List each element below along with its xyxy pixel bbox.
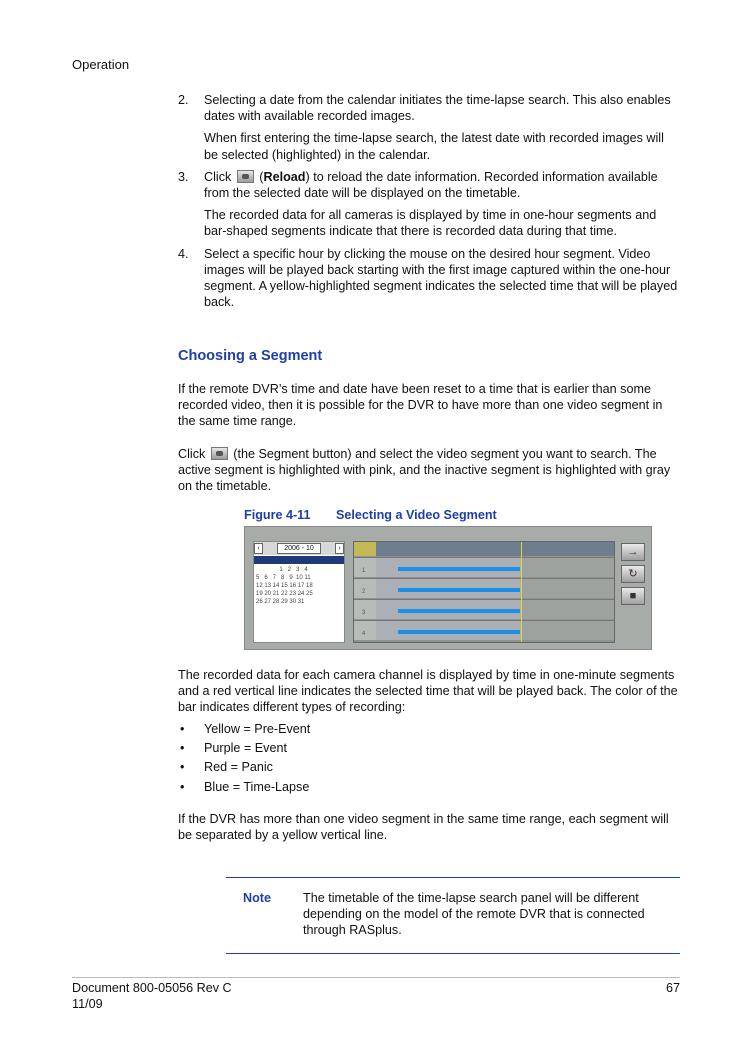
figure-caption xyxy=(244,507,497,523)
timetable xyxy=(353,541,615,643)
timetable-row xyxy=(354,599,614,619)
step-number: 4. xyxy=(178,246,189,261)
timetable-row xyxy=(354,620,614,640)
calendar-week: 1 2 3 4 xyxy=(256,567,308,573)
calendar xyxy=(253,541,345,643)
step-4 xyxy=(178,246,680,311)
after-figure-paragraph: The recorded data for each camera channel is displayed by time in one-minute segments and a red vertical line indicates the selected time that will be played back. The color of the bar indicates different types of recording: xyxy=(178,668,678,715)
document-date: 11/09 xyxy=(72,997,103,1012)
step-text-pre: Click xyxy=(204,169,232,184)
segment-icon: ■ xyxy=(621,587,645,605)
chevron-left-icon: ‹ xyxy=(254,543,263,554)
recording-bar xyxy=(398,588,520,592)
document-number: Document 800-05056 Rev C xyxy=(72,981,232,995)
note-label: Note xyxy=(243,891,271,905)
segments-paragraph: If the DVR has more than one video segment in the same time range, each segment will be separated by a yellow vertical line. xyxy=(178,812,669,843)
para-pre: Click xyxy=(178,447,206,461)
step-text-post: ) to reload the date information. Recorded information available from the selected date will be displayed on the timetable. xyxy=(204,169,658,201)
step-number: 3. xyxy=(178,169,189,184)
calendar-grid xyxy=(256,566,342,606)
step-3 xyxy=(178,169,680,240)
calendar-week: 5 6 7 8 9 10 11 xyxy=(256,575,311,581)
footer-document xyxy=(72,980,232,1012)
section-title: Choosing a Segment xyxy=(178,348,323,364)
list-item: • Red = Panic xyxy=(178,759,578,775)
segment-paragraph xyxy=(178,446,680,495)
timetable-row xyxy=(354,557,614,577)
note-bottom-rule xyxy=(226,953,680,954)
page-number: 67 xyxy=(665,981,680,995)
recording-bar xyxy=(398,609,520,613)
list-item: • Blue = Time-Lapse xyxy=(178,779,578,795)
note-text: The timetable of the time-lapse search panel will be different depending on the model of the remote DVR that is connected through RASplus. xyxy=(303,891,645,938)
steps-list xyxy=(178,92,680,316)
figure-number: Figure 4-11 xyxy=(244,508,311,522)
timetable-row xyxy=(354,578,614,598)
list-item: • Yellow = Pre-Event xyxy=(178,721,578,737)
channel-label: 2 xyxy=(354,579,377,598)
step-text xyxy=(204,169,680,201)
calendar-week: 12 13 14 15 16 17 18 xyxy=(256,583,313,589)
step-number: 2. xyxy=(178,93,189,107)
segment-divider-line xyxy=(521,542,522,642)
calendar-weekday-row xyxy=(254,556,344,564)
timetable-hour-header xyxy=(354,542,614,556)
selected-hour-highlight xyxy=(354,542,376,556)
chevron-right-icon: › xyxy=(335,543,344,554)
step-text: Selecting a date from the calendar initiates the time-lapse search. This also enables dates with available recorded images. xyxy=(204,93,671,124)
figure-title: Selecting a Video Segment xyxy=(336,508,497,522)
paren: ( xyxy=(259,169,264,184)
step-text: The recorded data for all cameras is displayed by time in one-hour segments and bar-shaped segments indicate that there is recorded data during that time. xyxy=(204,208,657,239)
color-legend-list xyxy=(178,721,578,798)
step-text: Select a specific hour by clicking the mouse on the desired hour segment. Video images will be played back starting with the first image captured within the one-hour segment. A yellow-highlighted segment indicates the selected time that will be played back. xyxy=(204,246,678,310)
recording-bar xyxy=(398,630,520,634)
step-text: When first entering the time-lapse search, the latest date with recorded images will be selected (highlighted) in the calendar. xyxy=(204,131,664,162)
running-header: Operation xyxy=(72,57,130,72)
calendar-week: 19 20 21 22 23 24 25 xyxy=(256,591,313,597)
reload-icon xyxy=(237,170,254,183)
segment-icon xyxy=(211,447,228,460)
figure-screenshot xyxy=(244,526,652,650)
step-2 xyxy=(178,92,680,163)
calendar-month: 2006 - 10 xyxy=(277,543,321,554)
calendar-week: 26 27 28 29 30 31 xyxy=(256,599,305,605)
list-item: • Purple = Event xyxy=(178,740,578,756)
arrow-right-icon: → xyxy=(621,543,645,561)
section-paragraph: If the remote DVR’s time and date have been reset to a time that is earlier than some recorded video, then it is possible for the DVR to have more than one video segment in the same time range. xyxy=(178,382,663,429)
para-post: (the Segment button) and select the video segment you want to search. The active segment is highlighted with pink, and the inactive segment is highlighted with gray on the timetable. xyxy=(178,447,671,494)
recording-bar xyxy=(398,567,520,571)
calendar-header xyxy=(254,542,344,555)
note-top-rule xyxy=(226,877,680,878)
channel-label: 3 xyxy=(354,600,377,619)
reload-icon: ↻ xyxy=(621,565,645,583)
reload-label: Reload xyxy=(263,169,306,184)
footer-rule xyxy=(72,977,680,978)
channel-label: 1 xyxy=(354,558,377,577)
channel-label: 4 xyxy=(354,621,377,640)
